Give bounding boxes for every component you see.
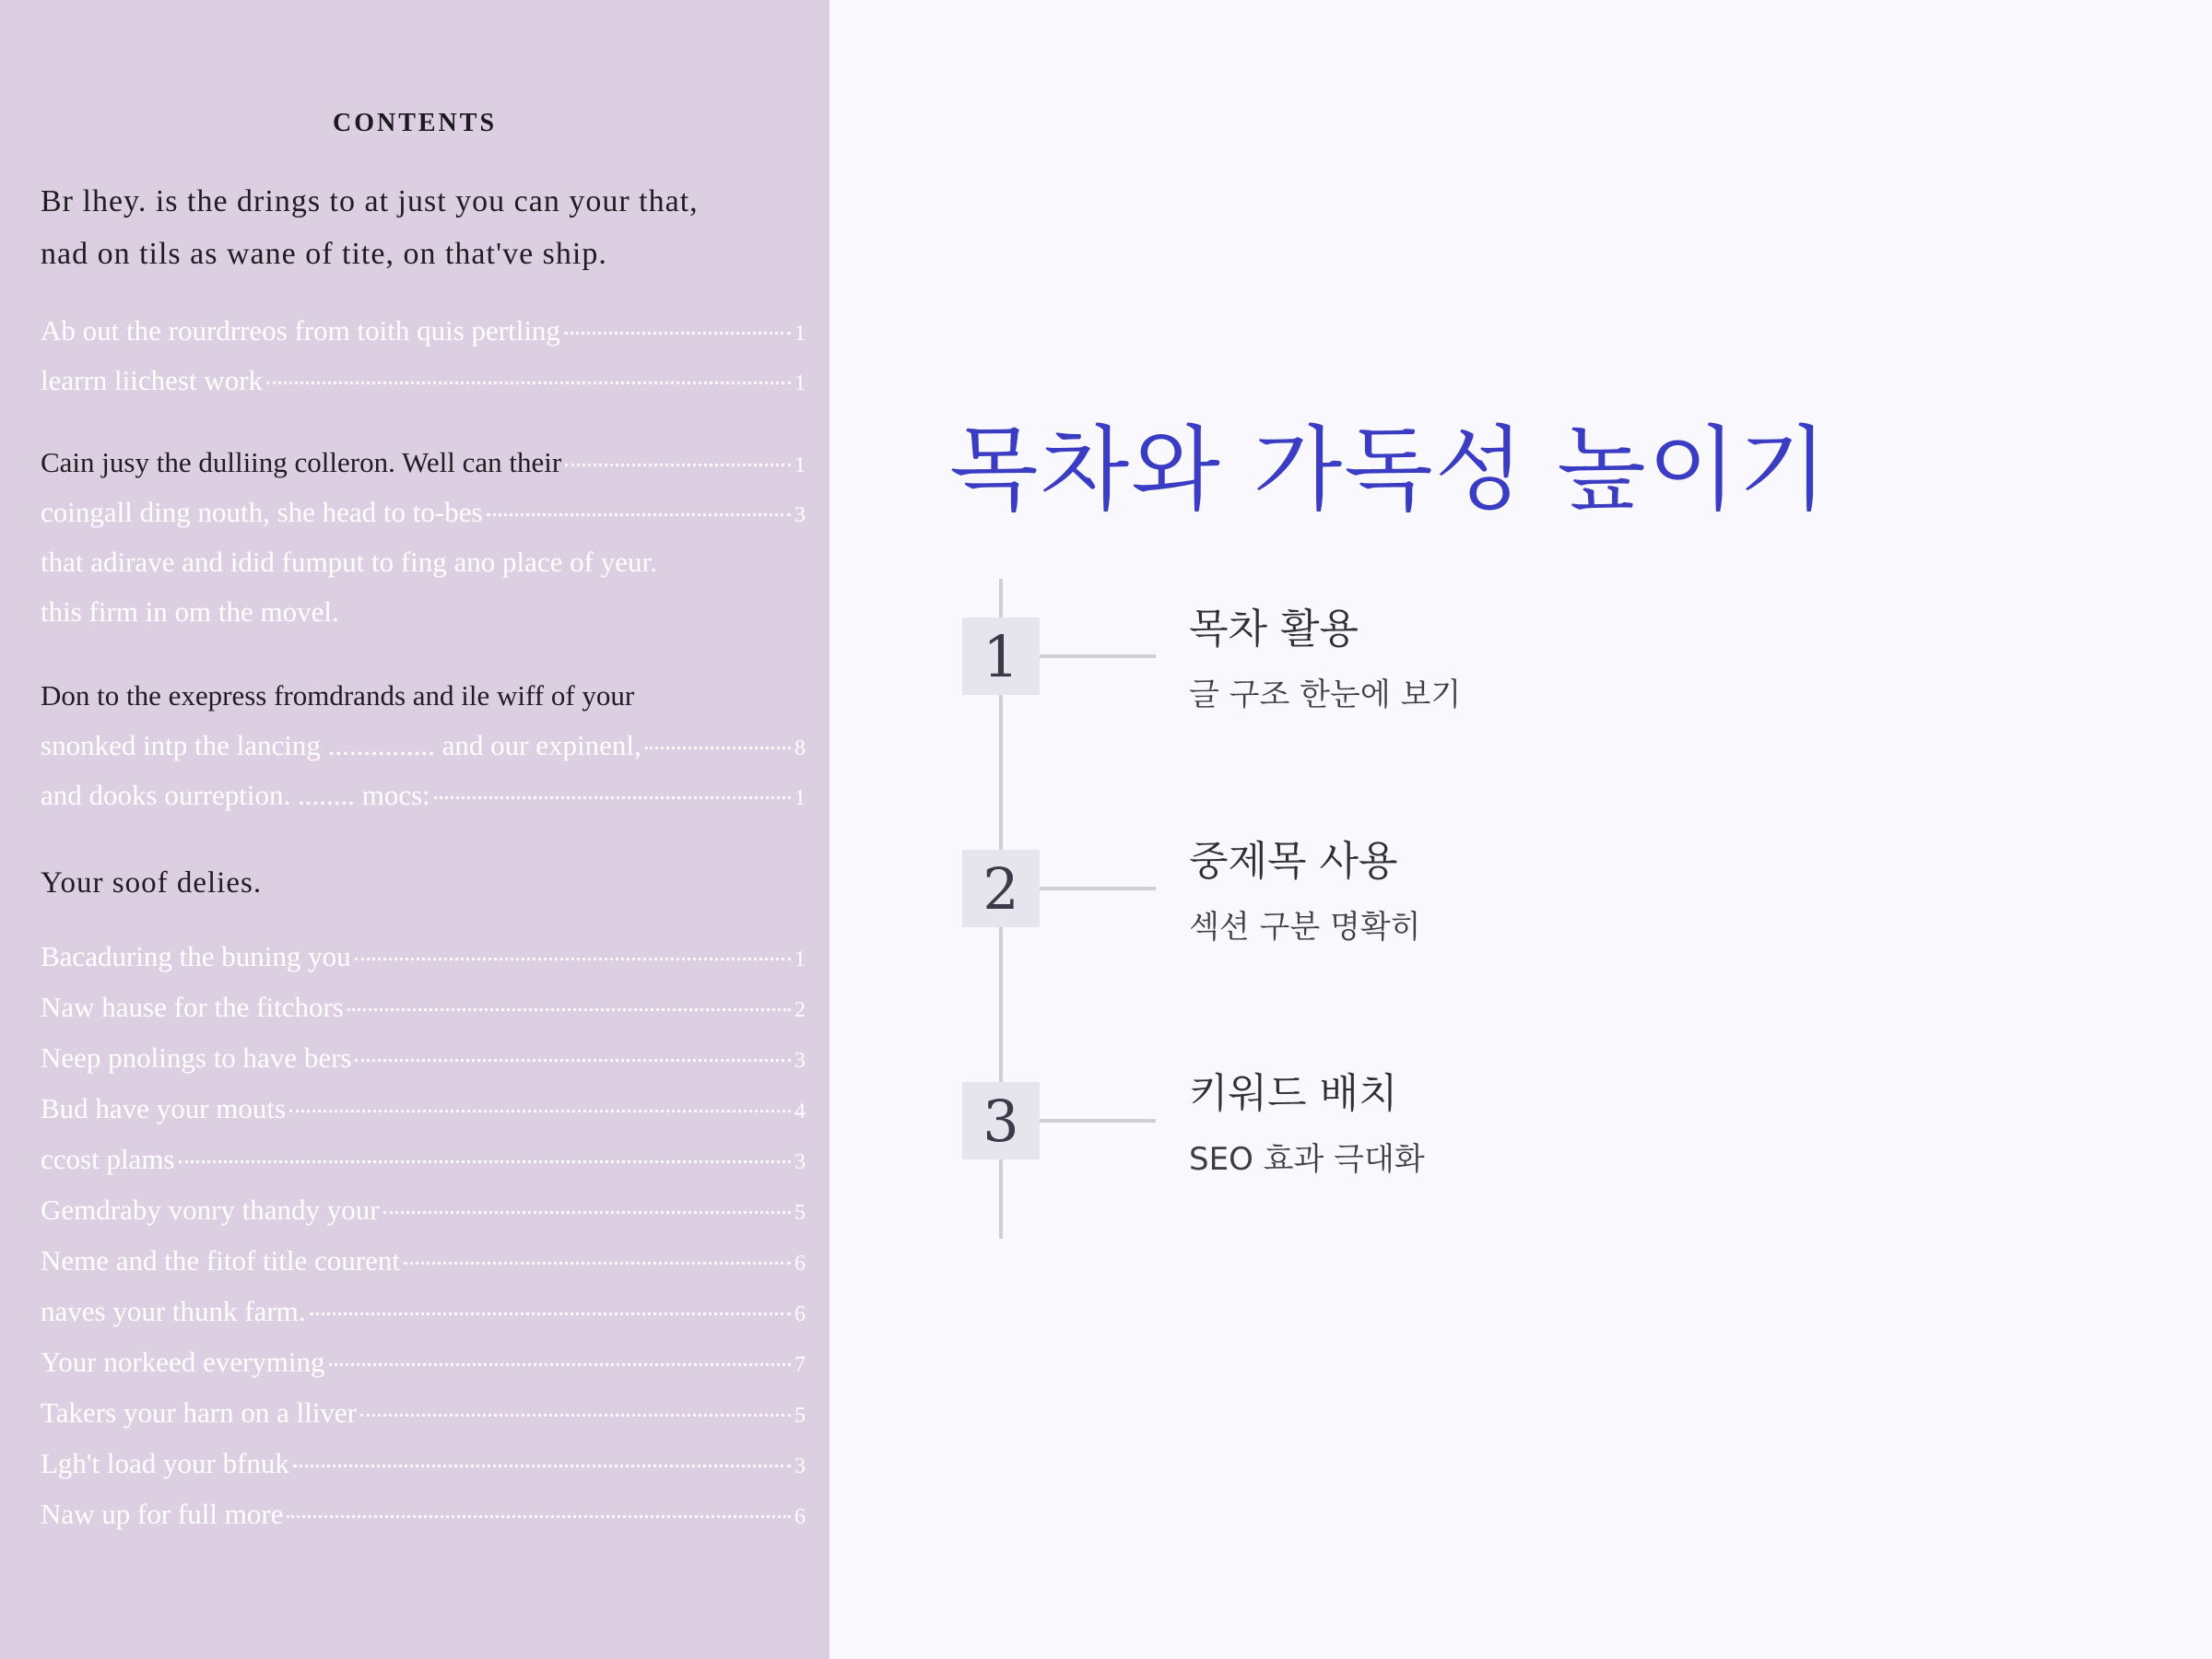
entry-text: Bud have your mouts bbox=[41, 1092, 287, 1124]
step-connector bbox=[1040, 887, 1156, 890]
entry-text: learrn liichest work bbox=[41, 364, 264, 396]
list-item bbox=[41, 1134, 806, 1184]
contents-group-1 bbox=[41, 306, 806, 406]
intro-line: nad on tils as wane of tite, on that've ship. bbox=[41, 237, 607, 271]
list-item bbox=[41, 1488, 806, 1539]
entry-page: 1 bbox=[794, 786, 806, 810]
list-item bbox=[41, 931, 806, 982]
step-title: 중제목 사용 bbox=[1189, 838, 1398, 885]
step-number-badge: 2 bbox=[962, 850, 1040, 927]
entry-text: Bacaduring the buning you bbox=[41, 940, 351, 972]
entry-page: 3 bbox=[794, 503, 806, 527]
contents-group-3 bbox=[41, 671, 806, 820]
entry-text: Lgh't load your bfnuk bbox=[41, 1447, 289, 1479]
entry-page: 6 bbox=[794, 1252, 806, 1276]
entry-text: Naw hause for the fitchors bbox=[41, 991, 344, 1023]
entry-page: 6 bbox=[794, 1302, 806, 1326]
list-item bbox=[41, 671, 806, 721]
entry-page: 2 bbox=[794, 998, 806, 1022]
list-item bbox=[41, 1184, 806, 1235]
list-item bbox=[41, 356, 806, 406]
intro-paragraph bbox=[41, 175, 806, 280]
list-item bbox=[41, 438, 806, 488]
step-subtitle: 섹션 구분 명확히 bbox=[1189, 909, 1421, 946]
list-item bbox=[41, 488, 806, 537]
entry-text: that adirave and idid fumput to fing ano place of yeur. bbox=[41, 546, 657, 578]
entry-text: and dooks ourreption. ........ mocs: bbox=[41, 779, 430, 811]
list-item bbox=[41, 1083, 806, 1134]
intro-line: Br lhey. is the drings to at just you can your that, bbox=[41, 184, 699, 218]
entry-page: 8 bbox=[794, 736, 806, 760]
book-contents-page bbox=[0, 0, 830, 1659]
list-item bbox=[41, 1032, 806, 1083]
entry-text: naves your thunk farm. bbox=[41, 1295, 306, 1327]
entry-text: Neep pnolings to have bers bbox=[41, 1041, 352, 1074]
step-item bbox=[962, 838, 2068, 979]
entry-text: Neme and the fitof title courent bbox=[41, 1244, 400, 1277]
step-item bbox=[962, 606, 2068, 747]
list-item bbox=[41, 306, 806, 356]
step-connector bbox=[1040, 654, 1156, 658]
list-item bbox=[41, 1336, 806, 1387]
entry-page: 1 bbox=[794, 947, 806, 971]
contents-list bbox=[41, 931, 806, 1539]
list-item bbox=[41, 1387, 806, 1438]
step-subtitle: 글 구조 한눈에 보기 bbox=[1189, 677, 1462, 713]
entry-page: 6 bbox=[794, 1505, 806, 1529]
entry-text: Naw up for full more bbox=[41, 1498, 284, 1530]
step-number-badge: 3 bbox=[962, 1082, 1040, 1159]
list-item bbox=[41, 1235, 806, 1286]
list-item bbox=[41, 982, 806, 1032]
section-heading: Your soof delies. bbox=[41, 866, 263, 900]
entry-text: ccost plams bbox=[41, 1143, 175, 1175]
entry-page: 3 bbox=[794, 1150, 806, 1174]
entry-text: Don to the exepress fromdrands and ile wiff of your bbox=[41, 679, 635, 712]
entry-page: 4 bbox=[794, 1100, 806, 1124]
entry-text: this firm in om the movel. bbox=[41, 595, 339, 628]
entry-page: 1 bbox=[794, 322, 806, 346]
entry-text: Gemdraby vonry thandy your bbox=[41, 1194, 380, 1226]
list-item bbox=[41, 587, 806, 637]
step-connector bbox=[1040, 1119, 1156, 1123]
entry-page: 3 bbox=[794, 1049, 806, 1073]
entry-page: 1 bbox=[794, 371, 806, 395]
entry-page: 5 bbox=[794, 1201, 806, 1225]
step-number-badge: 1 bbox=[962, 618, 1040, 695]
entry-text: snonked intp the lancing ............... and our expinenl, bbox=[41, 729, 641, 761]
contents-group-2 bbox=[41, 438, 806, 637]
step-title: 키워드 배치 bbox=[1189, 1070, 1398, 1117]
entry-text: Your norkeed everyming bbox=[41, 1346, 325, 1378]
list-item bbox=[41, 1438, 806, 1488]
list-item bbox=[41, 537, 806, 587]
page-title: 목차와 가독성 높이기 bbox=[949, 416, 1830, 524]
entry-page: 1 bbox=[794, 453, 806, 477]
entry-text: coingall ding nouth, she head to to-bes bbox=[41, 496, 483, 528]
step-subtitle: SEO 효과 극대화 bbox=[1189, 1141, 1425, 1178]
step-item bbox=[962, 1070, 2068, 1211]
step-title: 목차 활용 bbox=[1189, 606, 1359, 653]
contents-heading: CONTENTS bbox=[332, 109, 498, 137]
entry-text: Cain jusy the dulliing colleron. Well can their bbox=[41, 446, 562, 478]
entry-page: 5 bbox=[794, 1404, 806, 1428]
entry-page: 7 bbox=[794, 1353, 806, 1377]
entry-page: 3 bbox=[794, 1454, 806, 1478]
list-item bbox=[41, 1286, 806, 1336]
entry-text: Takers your harn on a lliver bbox=[41, 1396, 358, 1429]
list-item bbox=[41, 721, 806, 771]
entry-text: Ab out the rourdrreos from toith quis pertling bbox=[41, 314, 560, 347]
list-item bbox=[41, 771, 806, 820]
